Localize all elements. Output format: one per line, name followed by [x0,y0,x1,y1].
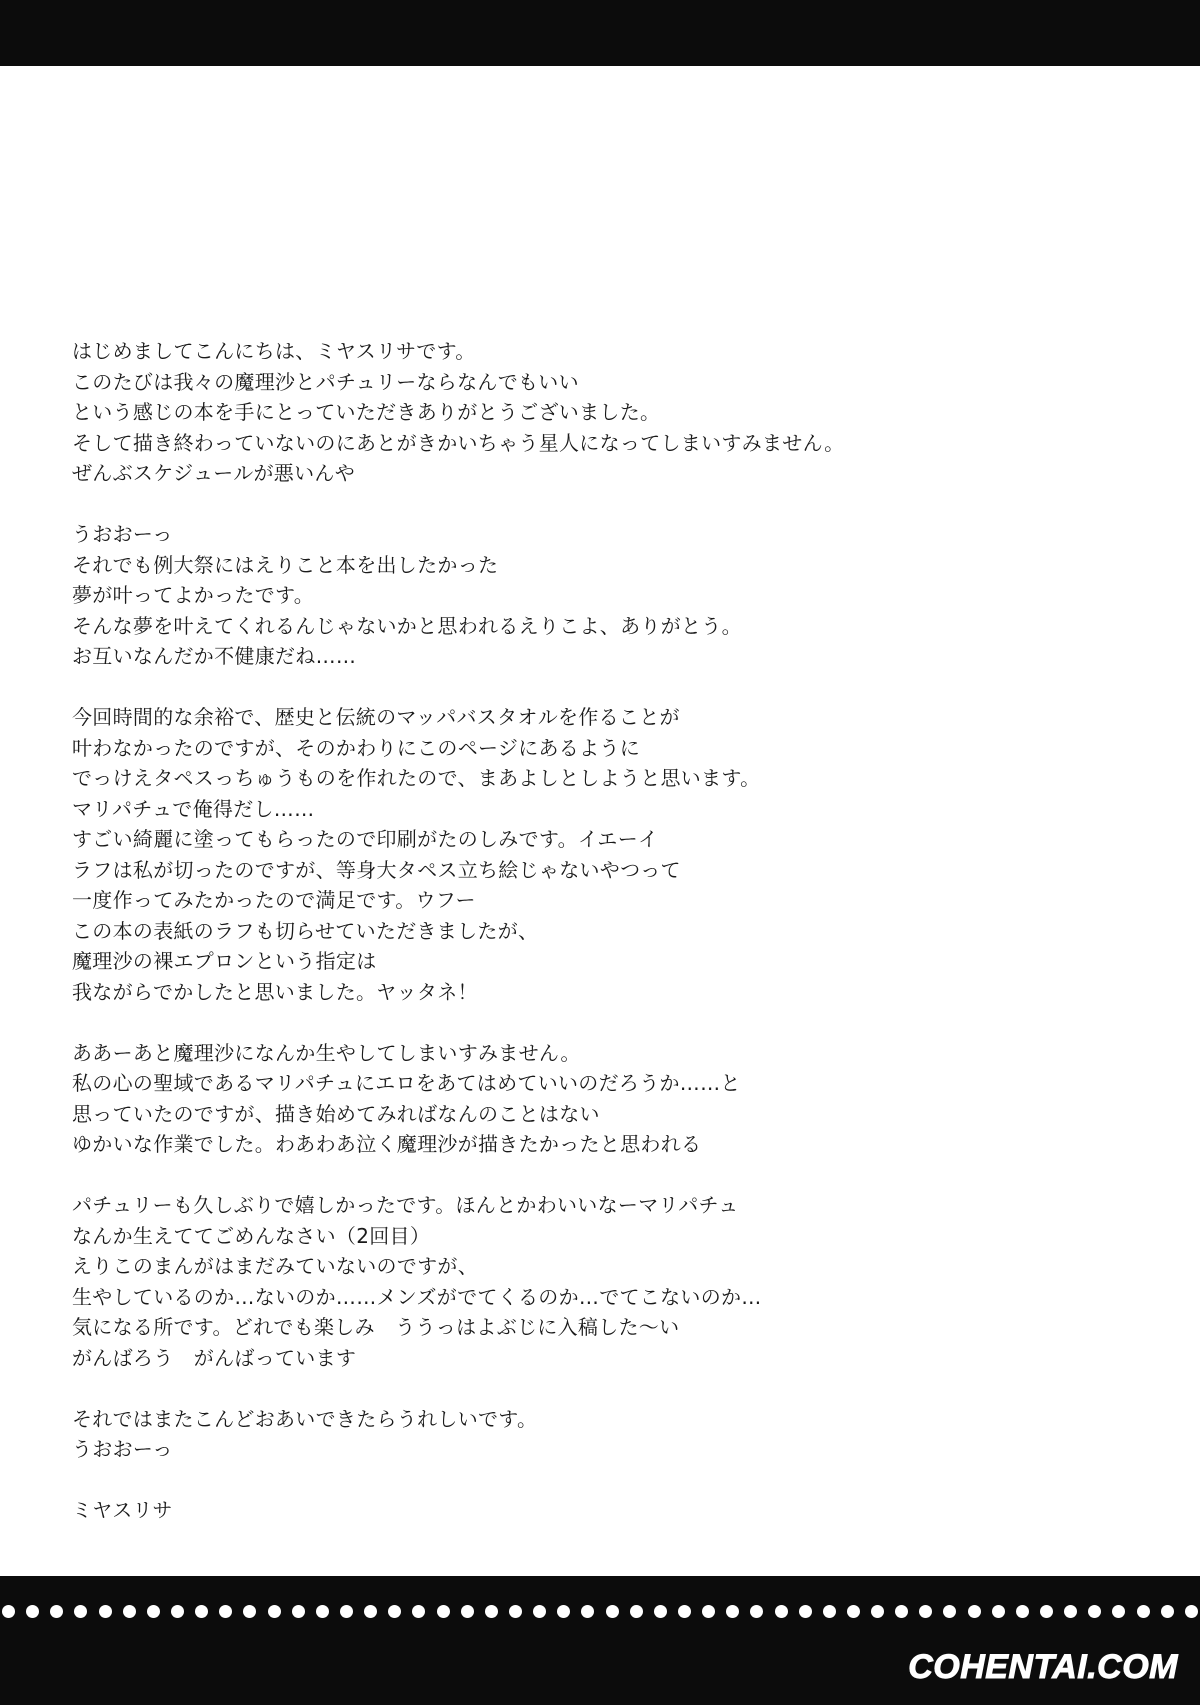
text-line: このたびは我々の魔理沙とパチュリーならなんでもいい [72,369,579,394]
paragraph-tapestry [72,702,1152,1007]
footer-dot [895,1605,908,1618]
text-line: 思っていたのですが、描き始めてみればなんのことはない [72,1101,600,1126]
footer-dot [968,1605,981,1618]
paragraph-gap [72,1373,1152,1404]
text-line: 気になる所です。どれでも楽しみ ううっはよぶじに入稿した～い [72,1315,680,1339]
footer-dot [702,1605,715,1618]
paragraph-apology [72,1038,1152,1160]
text-line: という感じの本を手にとっていただきありがとうございました。 [72,400,661,424]
footer-dot [1185,1605,1198,1618]
footer-dot [654,1605,667,1618]
text-line: 我ながらでかしたと思いました。ヤッタネ！ [72,979,478,1004]
footer-dot [243,1605,256,1618]
text-line: うおおーっ [72,1437,173,1461]
paragraph-gap [72,489,1152,520]
footer-dot [678,1605,691,1618]
footer-dot [147,1605,160,1618]
text-line: この本の表紙のラフも切らせていただきましたが、 [72,918,539,943]
text-line: それでも例大祭にはえりこと本を出したかった [72,552,499,577]
footer-dot [195,1605,208,1618]
footer-dot [50,1605,63,1618]
footer-dot [750,1605,763,1618]
text-line: 叶わなかったのですが、そのかわりにこのページにあるように [72,735,640,760]
footer-dot [388,1605,401,1618]
text-line: ぜんぶスケジュールが悪いんや [72,461,355,485]
footer-dot [509,1605,522,1618]
site-watermark: COHENTAI.COM [908,1648,1178,1686]
paragraph-greeting [72,336,1152,489]
footer-dot [171,1605,184,1618]
paragraph-signature [72,1495,1152,1526]
footer-dot [412,1605,425,1618]
text-line: 私の心の聖域であるマリパチュにエロをあてはめていいのだろうか……と [72,1071,741,1095]
text-line: 一度作ってみたかったので満足です。ウフー [72,888,476,912]
footer-dot [123,1605,136,1618]
text-line: なんか生えててごめんなさい（2回目） [72,1223,431,1248]
text-line: でっけえタペスっちゅうものを作れたので、まあよしとしようと思います。 [72,766,761,790]
footer-dot [775,1605,788,1618]
text-line: それではまたこんどおあいできたらうれしいです。 [72,1406,538,1431]
text-line: お互いなんだか不健康だね…… [72,644,357,668]
text-line: ああーあと魔理沙になんか生やしてしまいすみません。 [72,1040,581,1065]
footer-dot [26,1605,39,1618]
footer-dot [1040,1605,1053,1618]
top-black-bar [0,0,1200,66]
text-line: すごい綺麗に塗ってもらったので印刷がたのしみです。イエーイ [72,827,659,851]
footer-dot [1016,1605,1029,1618]
footer-dot [1137,1605,1150,1618]
paragraph-gap [72,1007,1152,1038]
text-line: ラフは私が切ったのですが、等身大タペス立ち絵じゃないやつって [72,857,681,882]
footer-dot-border [2,1603,1198,1619]
footer-dot [847,1605,860,1618]
footer-dot [630,1605,643,1618]
footer-dot [557,1605,570,1618]
paragraph-patchouli [72,1190,1152,1373]
paragraph-dream [72,519,1152,672]
footer-dot [871,1605,884,1618]
text-line: はじめましてこんにちは、ミヤスリサです。 [72,339,476,363]
footer-dot [1088,1605,1101,1618]
footer-dot [943,1605,956,1618]
text-line: 魔理沙の裸エプロンという指定は [72,949,377,973]
text-line: そんな夢を叶えてくれるんじゃないかと思われるえりこよ、ありがとう。 [72,613,742,638]
paragraph-gap [72,1465,1152,1496]
footer-dot [606,1605,619,1618]
text-line: うおおーっ [72,522,173,546]
footer-dot [1112,1605,1125,1618]
footer-dot [533,1605,546,1618]
footer-dot [823,1605,836,1618]
footer-dot [461,1605,474,1618]
text-line: えりこのまんがはまだみていないのですが、 [72,1254,478,1278]
footer-dot [99,1605,112,1618]
text-line: マリパチュで俺得だし…… [72,796,315,821]
footer-dot [219,1605,232,1618]
text-line: 生やしているのか…ないのか……メンズがでてくるのか…でてこないのか… [72,1284,762,1309]
footer-dot [437,1605,450,1618]
text-line: パチュリーも久しぶりで嬉しかったです。ほんとかわいいなーマリパチュ [72,1193,739,1217]
footer-dot [364,1605,377,1618]
footer-dot [581,1605,594,1618]
paragraph-gap [72,1160,1152,1191]
author-signature: ミヤスリサ [72,1498,173,1522]
footer-dot [74,1605,87,1618]
footer-dot [1064,1605,1077,1618]
footer-dot [1161,1605,1174,1618]
footer-dot [919,1605,932,1618]
afterword-text [72,336,1152,1526]
text-line: 今回時間的な余裕で、歴史と伝統のマッパバスタオルを作ることが [72,705,680,729]
paragraph-closing [72,1404,1152,1465]
footer-dot [316,1605,329,1618]
footer-dot [485,1605,498,1618]
text-line: ゆかいな作業でした。わあわあ泣く魔理沙が描きたかったと思われる [72,1132,702,1156]
footer-dot [992,1605,1005,1618]
text-line: そして描き終わっていないのにあとがきかいちゃう星人になってしまいすみません。 [72,430,845,455]
footer-dot [268,1605,281,1618]
footer-dot [292,1605,305,1618]
text-line: がんばろう がんばっています [72,1345,357,1370]
footer-dot [799,1605,812,1618]
paragraph-gap [72,672,1152,703]
footer-dot [2,1605,15,1618]
footer-dot [340,1605,353,1618]
text-line: 夢が叶ってよかったです。 [72,583,314,607]
footer-dot [726,1605,739,1618]
